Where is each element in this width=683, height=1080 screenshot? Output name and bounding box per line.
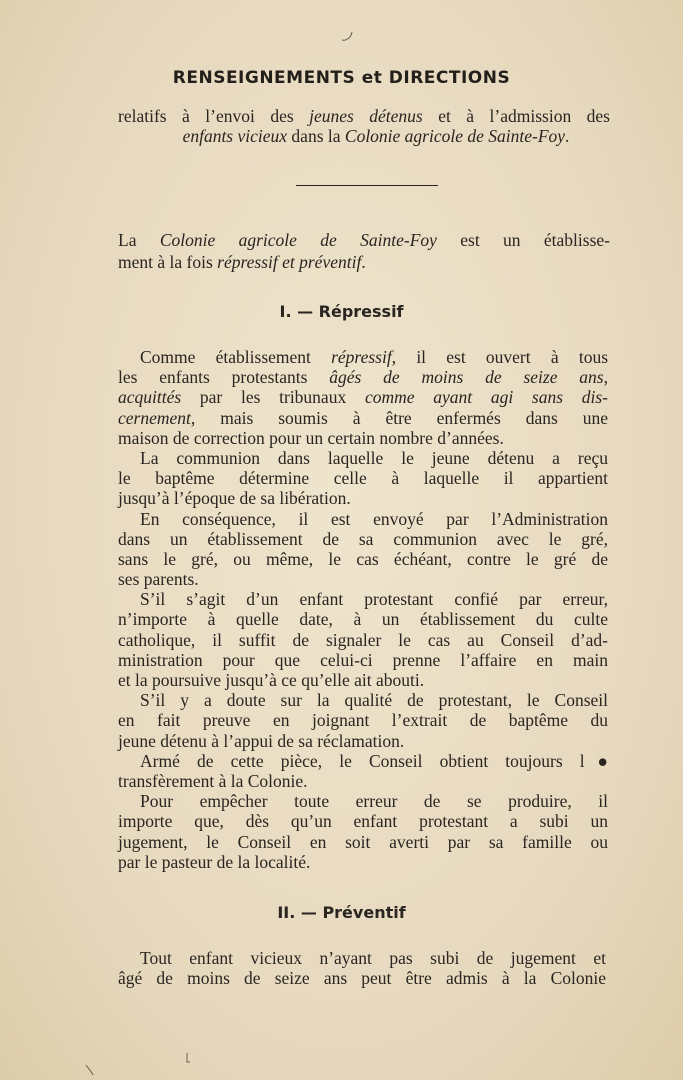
text-run: n’importe à quelle date, à un établissement du culte: [118, 609, 608, 630]
text-line: [118, 367, 608, 387]
ink-mark-left: [84, 1063, 96, 1077]
text-run: importe que, dès qu’un enfant protestant a subi un: [118, 811, 608, 832]
text-run: S’il y a doute sur la qualité de protestant, le Conseil: [140, 690, 608, 711]
subtitle: [118, 106, 610, 147]
ink-mark-top: [340, 30, 354, 42]
text-run: ministration pour que celui-ci prenne l’affaire en main: [118, 649, 608, 670]
italic-text: Colonie agricole de Sainte-Foy: [159, 230, 437, 250]
text-run: Comme établissement: [140, 347, 332, 367]
divider-rule: [296, 185, 438, 186]
italic-text: âgés de moins de seize ans: [329, 367, 604, 388]
subtitle-line-2: [118, 126, 610, 147]
text-run: jeune détenu à l’appui de sa réclamation.: [118, 730, 405, 751]
text-line: [118, 771, 608, 791]
text-run: par le pasteur de la localité.: [118, 851, 311, 872]
text-line: [118, 948, 606, 968]
section-body-repressif: [118, 347, 608, 872]
text-line: [118, 252, 610, 274]
text-run: dans un établissement de sa communion avec le gré,: [118, 528, 608, 549]
text-line: [118, 609, 608, 629]
text-run: les enfants protestants: [118, 367, 330, 388]
text-run: ,: [603, 367, 608, 388]
italic-text: enfants vicieux: [182, 126, 288, 147]
text-run: en fait preuve en joignant l’extrait de baptême du: [118, 710, 608, 731]
text-run: S’il s’agit d’un enfant protestant confié par erreur,: [140, 589, 608, 610]
text-line: [118, 468, 608, 488]
italic-text: répressif et préventif: [217, 252, 362, 272]
italic-text: Colonie agricole de Sainte-Foy: [344, 126, 566, 147]
text-run: ses parents.: [118, 569, 199, 590]
text-line: [118, 630, 608, 650]
text-run: le baptême détermine celle à laquelle il appartient: [118, 468, 608, 489]
text-run: transfèrement à la Colonie.: [118, 770, 308, 791]
text-line: [118, 690, 608, 710]
text-run: jugement, le Conseil en soit averti par sa famille ou: [118, 831, 608, 852]
text-run: , il est ouvert à tous: [391, 347, 608, 367]
text-line: [118, 549, 608, 569]
subtitle-line-1: [118, 106, 610, 126]
text-run: âgé de moins de seize ans peut être admis à la Colonie: [118, 968, 606, 989]
text-run: Armé de cette pièce, le Conseil obtient toujours l: [140, 750, 585, 771]
text-run: .: [565, 126, 570, 147]
text-line: [118, 852, 608, 872]
text-line: [118, 387, 608, 407]
text-run: En conséquence, il est envoyé par l’Administration: [140, 508, 608, 529]
text-line: [118, 751, 608, 771]
text-line: [118, 811, 608, 831]
text-run: La: [118, 230, 160, 250]
text-line: [118, 968, 606, 988]
italic-text: comme ayant agi sans dis-: [364, 387, 608, 408]
text-line: [118, 408, 608, 428]
text-run: ●: [584, 750, 608, 771]
text-line: [118, 589, 608, 609]
text-run: dans la: [287, 126, 345, 147]
italic-text: répressif: [331, 347, 392, 367]
italic-text: jeunes détenus: [309, 106, 423, 126]
text-run: jusqu’à l’époque de sa libération.: [118, 488, 351, 509]
text-run: .: [361, 252, 366, 272]
text-run: , mais soumis à être enfermés dans une: [190, 407, 608, 428]
text-line: [118, 791, 608, 811]
text-line: [118, 731, 608, 751]
text-run: par les tribunaux: [181, 387, 365, 408]
text-line: [118, 488, 608, 508]
text-line: [118, 569, 608, 589]
text-run: catholique, il suffit de signaler le cas au Conseil d’ad-: [118, 629, 608, 650]
section-body-preventif: [118, 948, 606, 988]
italic-text: acquittés: [118, 387, 182, 408]
text-line: [118, 670, 608, 690]
text-run: La communion dans laquelle le jeune détenu a reçu: [140, 447, 608, 468]
text-line: [118, 448, 608, 468]
text-run: ment à la fois: [118, 252, 218, 272]
text-run: sans le gré, ou même, le cas échéant, contre le gré de: [118, 548, 608, 569]
text-line: [118, 832, 608, 852]
text-line: [118, 428, 608, 448]
text-run: est un établisse-: [436, 230, 610, 250]
text-line: [118, 529, 608, 549]
text-line: [118, 650, 608, 670]
text-line: [118, 347, 608, 367]
italic-text: cernement: [118, 407, 191, 428]
section-heading-repressif: I. — Répressif: [279, 302, 404, 321]
text-run: et la poursuive jusqu’à ce qu’elle ait abouti.: [118, 670, 425, 690]
ink-mark-bottom: [184, 1052, 192, 1064]
text-run: Pour empêcher toute erreur de se produire, il: [140, 791, 608, 812]
intro-paragraph: [118, 230, 610, 274]
text-run: relatifs à l’envoi des: [118, 106, 310, 126]
text-run: Tout enfant vicieux n’ayant pas subi de jugement et: [140, 948, 606, 968]
text-line: [118, 509, 608, 529]
text-line: [118, 230, 610, 252]
text-run: maison de correction pour un certain nombre d’années.: [118, 427, 504, 448]
text-line: [118, 710, 608, 730]
page-title: RENSEIGNEMENTS et DIRECTIONS: [172, 68, 511, 88]
section-heading-preventif: II. — Préventif: [277, 903, 406, 922]
text-run: et à l’admission des: [422, 106, 610, 126]
